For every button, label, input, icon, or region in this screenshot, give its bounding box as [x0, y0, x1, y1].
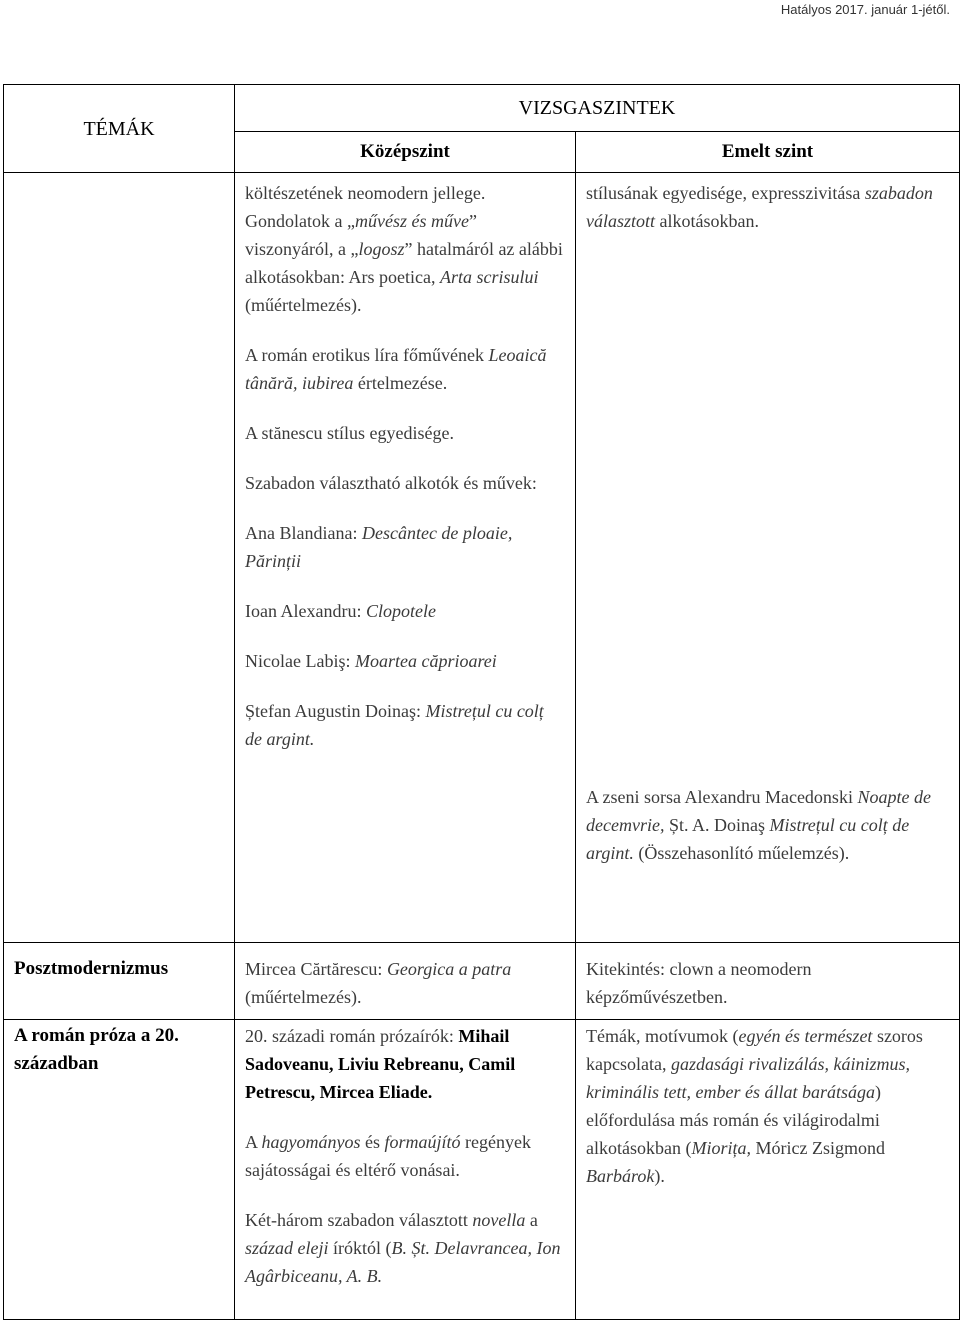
header-kozepszint: Középszint	[235, 132, 576, 173]
paragraph: Két-három szabadon választott novella a század eleji íróktól (B. Șt. Delavrancea, Ion Agârbiceanu, A. B.	[245, 1210, 561, 1286]
emelt-cell	[576, 173, 960, 943]
table-row	[4, 943, 960, 1020]
paragraph: Ștefan Augustin Doinaş: Mistrețul cu colț de argint.	[245, 701, 544, 749]
paragraph: A román erotikus líra főművének Leoaică tânără, iubirea értelmezése.	[245, 345, 547, 393]
paragraph: Szabadon választható alkotók és művek:	[245, 473, 537, 493]
paragraph: költészetének neomodern jellege. Gondolatok a „művész és műve” viszonyáról, a „logosz” hatalmáról az alábbi alkotásokban: Ars poetica, Arta scrisului (műértelmezés).	[245, 183, 563, 315]
emelt-cell: Kitekintés: clown a neomodern képzőművészetben.	[576, 943, 960, 1020]
tema-roman-proza: A román próza a 20. században	[4, 1020, 235, 1320]
tema-cell-empty	[4, 173, 235, 943]
paragraph: A zseni sorsa Alexandru Macedonski Noapte de decemvrie, Șt. A. Doinaş Mistrețul cu colț de argint. (Összehasonlító műelemzés).	[586, 787, 931, 863]
header-vizsgaszintek: VIZSGASZINTEK	[235, 85, 960, 132]
paragraph: Ioan Alexandru: Clopotele	[245, 601, 436, 621]
table-row	[4, 173, 960, 943]
validity-note: Hatályos 2017. január 1-jétől.	[780, 2, 950, 17]
paragraph: stílusának egyedisége, expresszivitása szabadon választott alkotásokban.	[586, 183, 933, 231]
exam-topics-table	[3, 84, 960, 1320]
header-emelt-szint: Emelt szint	[576, 132, 960, 173]
paragraph: Nicolae Labiş: Moartea căprioarei	[245, 651, 497, 671]
paragraph: A stănescu stílus egyedisége.	[245, 423, 454, 443]
paragraph: Ana Blandiana: Descântec de ploaie, Părinții	[245, 523, 513, 571]
kozep-cell	[235, 1020, 576, 1320]
emelt-cell	[576, 1020, 960, 1320]
paragraph: Témák, motívumok (egyén és természet szoros kapcsolata, gazdasági rivalizálás, káinizmus, kriminális tett, ember és állat barátsága) előfordulása más román és világirodalmi alkotásokban (Miorița, Móricz Zsigmond Barbárok).	[586, 1026, 923, 1186]
paragraph: A hagyományos és formaújító regények sajátosságai és eltérő vonásai.	[245, 1132, 531, 1180]
table-row	[4, 1020, 960, 1320]
kozep-cell: Mircea Cărtărescu: Georgica a patra (műértelmezés).	[235, 943, 576, 1020]
tema-posztmodernizmus: Posztmodernizmus	[4, 943, 235, 1020]
header-temak: TÉMÁK	[4, 85, 235, 173]
kozep-cell	[235, 173, 576, 943]
paragraph: 20. századi román prózaírók: Mihail Sadoveanu, Liviu Rebreanu, Camil Petrescu, Mircea Eliade.	[245, 1026, 516, 1102]
